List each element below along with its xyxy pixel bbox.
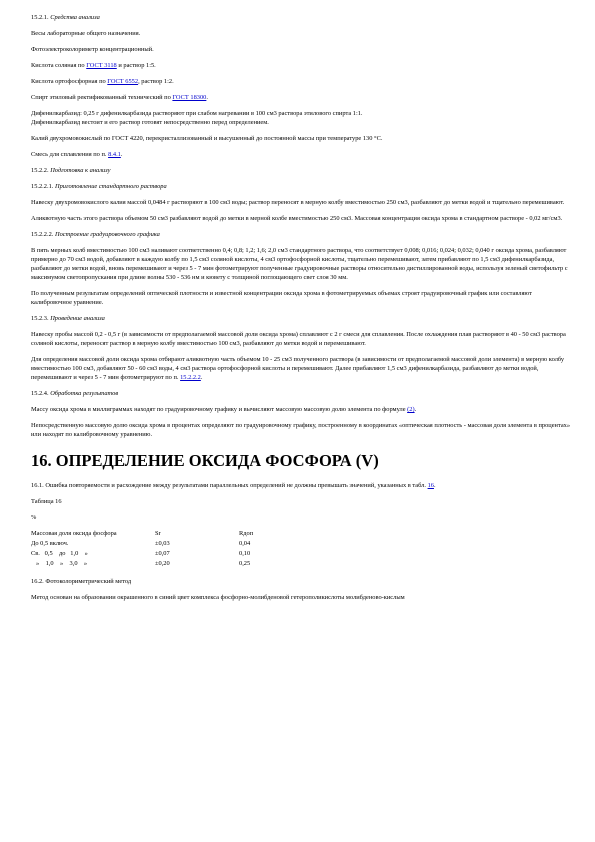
table-header-row (31, 529, 299, 539)
paragraph-fusion-mixture: Смесь для сплавления по п. 8.4.1. (31, 151, 123, 158)
paragraph-hydrochloric-acid: Кислота соляная по ГОСТ 3118 и раствор 1:5. (31, 62, 156, 69)
paragraph-diphenylcarbazide: Дифенилкарбазид: 0,25 г дифенилкарбазида растворяют при слабом нагревании в 100 см3 раствора этилового спирта 1:1. Дифенилкарбазид вестоит и его раствор готовят непосредственно перед определением. (31, 110, 363, 126)
link-8-4-1[interactable]: 8.4.1 (108, 151, 121, 158)
section-heading-15-2-2-2: 15.2.2.2. Построение градуировочного графика (31, 231, 160, 238)
table-cell: ±0,07 (155, 550, 170, 557)
document-page (31, 13, 571, 609)
paragraph-determination: Для определения массовой доли оксида хрома отбирают аликвотную часть объемом 10 - 25 см3 полученного раствора (в зависимости от предполагаемой массовой доли элемента) в мерную колбу вместимостью 100 см3, добавляют 50 - 60 см3 воды, 4 см3 раствора ортофосфорной кислоты и перемешивают. Далее прибавляют 1,5 см3 дифенилкарбазида, разбавляют до метки водой, перемешивают и через 5 - 7 мин фотометрируют по п. 15.2.2.2. (31, 356, 565, 381)
paragraph-method: Метод основан на образовании окрашенного в синий цвет комплекса фосфорно-молибденовой гетерополикислоты молибденово-кислым (31, 594, 405, 601)
table-caption: Таблица 16 (31, 498, 62, 505)
section-title-16: 16. ОПРЕДЕЛЕНИЕ ОКСИДА ФОСФОРА (V) (31, 451, 379, 470)
paragraph-scales: Весы лабораторные общего назначения. (31, 30, 141, 37)
paragraph-aliquot: Аликвотную часть этого раствора объемом 50 см3 разбавляют водой до метки в мерной колбе вместимостью 250 см3. Массовая концентрация оксида хрома в стандартном растворе - 0,02 мг/см3. (31, 215, 563, 222)
table-cell: 0,10 (239, 550, 251, 557)
paragraph-results-percent: Непосредственную массовую долю оксида хрома в процентах определяют по градуировочному графику, построенному в координатах «оптическая плотность - массовая доля элемента в процентах» или находят по калибровочному уравнению. (31, 422, 571, 438)
paragraph-photocolorimeter: Фотоэлектроколориметр концентрационный. (31, 46, 154, 53)
table-cell: ±0,20 (155, 560, 170, 567)
paragraph-orthophosphoric-acid: Кислота ортофосфорная по ГОСТ 6552, раствор 1:2. (31, 78, 174, 85)
link-gost-3118[interactable]: ГОСТ 3118 (86, 62, 117, 69)
paragraph-standard-solution: Навеску двухромовокислого калия массой 0,0484 г растворяют в 100 см3 воды; раствор переносят в мерную колбу вместимостью 250 см3, разбавляют до метки водой и тщательно перемешивают. (31, 199, 565, 206)
section-heading-15-2-2-1: 15.2.2.1. Приготовление стандартного раствора (31, 183, 167, 190)
table-cell: ±0,03 (155, 540, 170, 547)
paragraph-calibration: В пять мерных колб вместимостью 100 см3 наливают соответственно 0,4; 0,8; 1,2; 1,6; 2,0 см3 стандартного раствора, что соответствует 0,008; 0,016; 0,024; 0,032; 0,040 г оксида хрома, разбавляют примерно до 70 см3 водой, добавляют в каждую колбу по 1,5 см3 соляной кислоты, 4 см3 ортофосфорной кислоты, тщательно перемешивают, затем прибавляют по 1,5 см3 дифенилкарбазида, разбавляют до метки водой, вновь перемешивают и через 5 - 7 мин фотометрируют полученные градуировочные растворы относительно дистиллированной воды, используя зеленый светофильтр с максимумом светопропускания при длине волны 530 - 536 нм и кювету с толщиной поглощающего свет слоя 30 мм. (31, 247, 568, 281)
table-header-cell: Массовая доля оксида фосфора (31, 530, 117, 537)
link-formula-2[interactable]: (2) (407, 406, 415, 413)
paragraph-16-1: 16.1. Ошибка повторяемости и расхождение между результатами параллельных определений не должны превышать значений, указанных в табл. 16. (31, 482, 436, 489)
section-heading-15-2-4: 15.2.4. Обработка результатов (31, 390, 119, 397)
table-cell: 0,04 (239, 540, 251, 547)
table-row (31, 559, 299, 569)
tolerance-table (31, 529, 299, 569)
table-unit: % (31, 514, 37, 521)
table-cell: 0,25 (239, 560, 251, 567)
table-cell: Св. 0,5 до 1,0 » (31, 550, 88, 557)
table-row (31, 549, 299, 559)
table-header-cell: Sr (155, 530, 161, 537)
paragraph-16-2: 16.2. Фотоколориметрический метод (31, 578, 132, 585)
link-gost-18300[interactable]: ГОСТ 18300 (172, 94, 207, 101)
link-table-16[interactable]: 16 (427, 482, 434, 489)
paragraph-calibration-graph: По полученным результатам определений оптической плотности и известной концентрации оксида хрома в фотометрируемых объемах строят градуировочный график или составляют калибровочное уравнение. (31, 290, 532, 306)
section-heading-15-2-1: 15.2.1. Средства анализа (31, 14, 100, 21)
table-cell: » 1,0 » 3,0 » (36, 560, 88, 567)
paragraph-potassium-dichromate: Калий двухромовокислый по ГОСТ 4220, перекристаллизованный и высушенный до постоянной массы при температуре 130 °С. (31, 135, 383, 142)
paragraph-sample: Навеску пробы массой 0,2 - 0,5 г (в зависимости от предполагаемой массовой доли оксида хрома) сплавляют с 2 г смеси для сплавления. После охлаждения плав растворяют в 40 - 50 см3 раствора соляной кислоты, переносят раствор в мерную колбу вместимостью 100 см3, разбавляют до метки водой и перемешивают. (31, 331, 566, 347)
section-heading-15-2-3: 15.2.3. Проведение анализа (31, 315, 105, 322)
section-heading-15-2-2: 15.2.2. Подготовка к анализу (31, 167, 111, 174)
paragraph-ethyl-alcohol: Спирт этиловый ректификованный технический по ГОСТ 18300. (31, 94, 208, 101)
table-header-cell: Rдоп (239, 530, 254, 537)
paragraph-results-mass: Массу оксида хрома в миллиграммах находят по градуировочному графику и вычисляют массовую массовую долю элемента по формуле (2). (31, 406, 417, 413)
link-15-2-2-2[interactable]: 15.2.2.2 (180, 374, 201, 381)
table-row (31, 539, 299, 549)
link-gost-6552[interactable]: ГОСТ 6552 (107, 78, 139, 85)
table-cell: До 0,5 включ. (31, 540, 69, 547)
